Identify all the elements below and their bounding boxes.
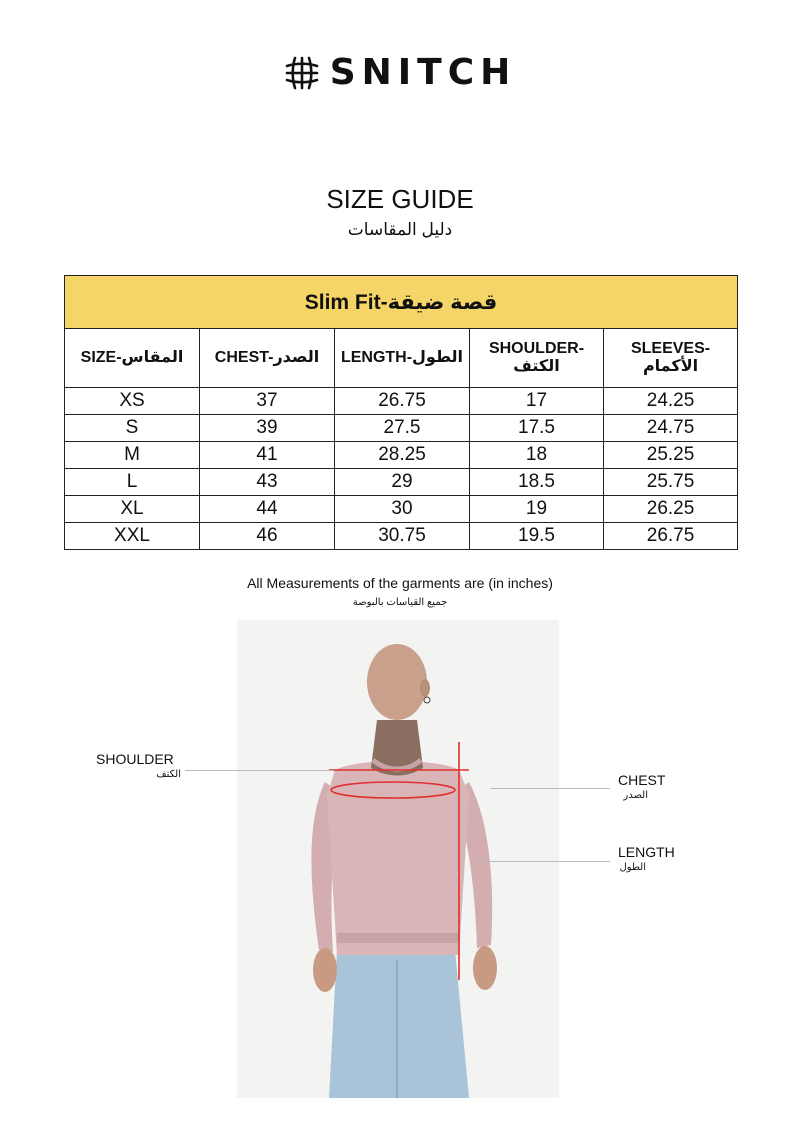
page-title-arabic: دليل المقاسات <box>347 220 453 239</box>
model-illustration <box>237 620 559 1098</box>
jeans <box>329 950 469 1098</box>
table-row: XXL 46 30.75 19.5 26.75 <box>65 523 738 550</box>
fit-label: Slim Fit-قصة ضيقة <box>304 290 498 314</box>
table-row: L 43 29 18.5 25.75 <box>65 469 738 496</box>
model-photo <box>237 620 559 1098</box>
chest-label-arabic: الصدر <box>623 790 648 801</box>
column-header-shoulder: SHOULDER- الكتف <box>470 329 604 388</box>
length-callout <box>618 844 675 873</box>
column-header-chest: CHEST-الصدر <box>200 329 335 388</box>
shoulder-guide-line <box>185 770 333 771</box>
column-header-sleeves: SLEEVES- الأكمام <box>604 329 738 388</box>
length-label-arabic: الطول <box>619 862 646 873</box>
shoulder-label-arabic: الكتف <box>156 769 181 780</box>
shoulder-label: SHOULDER <box>96 751 174 767</box>
table-row: S 39 27.5 17.5 24.75 <box>65 415 738 442</box>
measurement-note-arabic: جميع القياسات بالبوصة <box>352 597 448 608</box>
chest-callout <box>618 772 665 801</box>
fit-header <box>65 276 738 329</box>
table-row: M 41 28.25 18 25.25 <box>65 442 738 469</box>
brand-logo <box>0 52 800 93</box>
brand-name: SNITCH <box>329 52 517 93</box>
shoulder-callout <box>96 751 181 780</box>
measurement-note: All Measurements of the garments are (in inches) <box>247 575 553 591</box>
column-header-length: LENGTH-الطول <box>335 329 470 388</box>
column-header-size: SIZE-المقاس <box>65 329 200 388</box>
hash-grid-icon <box>284 55 320 91</box>
size-table <box>64 275 738 550</box>
column-header-row <box>65 329 738 388</box>
length-guide-line <box>475 861 610 862</box>
page-title: SIZE GUIDE <box>326 184 474 214</box>
length-label: LENGTH <box>618 844 675 860</box>
chest-guide-line <box>490 788 610 789</box>
table-row: XL 44 30 19 26.25 <box>65 496 738 523</box>
chest-label: CHEST <box>618 772 666 788</box>
head <box>367 644 427 720</box>
table-row: XS 37 26.75 17 24.25 <box>65 388 738 415</box>
sweater <box>327 761 469 955</box>
